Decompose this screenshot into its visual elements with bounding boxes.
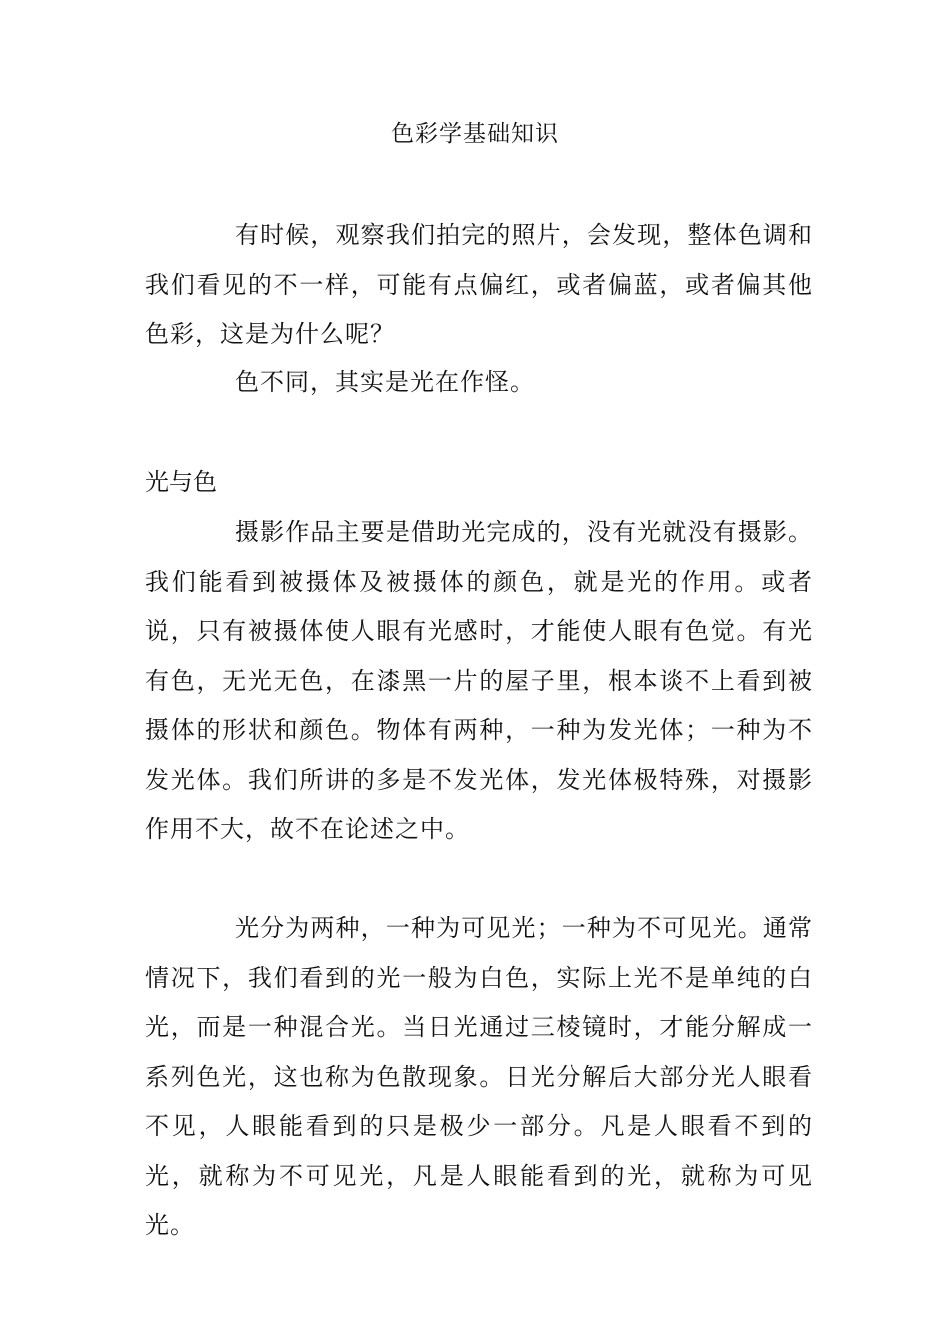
section-paragraph: 光分为两种，一种为可见光；一种为不可见光。通常情况下，我们看到的光一般为白色，实际上光不是单纯的白光，而是一种混合光。当日光通过三棱镜时，才能分解成一系列色光，这也称为色散现象。日光分解后大部分光人眼看不见，人眼能看到的只是极少一部分。凡是人眼看不到的光，就称为不可见光，凡是人眼能看到的光，就称为可见光。 <box>145 914 813 1239</box>
intro-paragraph: 有时候，观察我们拍完的照片，会发现，整体色调和我们看见的不一样，可能有点偏红，或者偏蓝，或者偏其他色彩，这是为什么呢？ <box>145 221 813 348</box>
intro-paragraph-short: 色不同，其实是光在作怪。 <box>235 368 535 396</box>
section-paragraph: 摄影作品主要是借助光完成的，没有光就没有摄影。我们能看到被摄体及被摄体的颜色，就是光的作用。或者说，只有被摄体使人眼有光感时，才能使人眼有色觉。有光有色，无光无色，在漆黑一片的屋子里，根本谈不上看到被摄体的形状和颜色。物体有两种，一种为发光体；一种为不发光体。我们所讲的多是不发光体，发光体极特殊，对摄影作用不大，故不在论述之中。 <box>145 518 813 843</box>
section-heading: 光与色 <box>145 468 217 496</box>
document-title: 色彩学基础知识 <box>391 121 559 147</box>
